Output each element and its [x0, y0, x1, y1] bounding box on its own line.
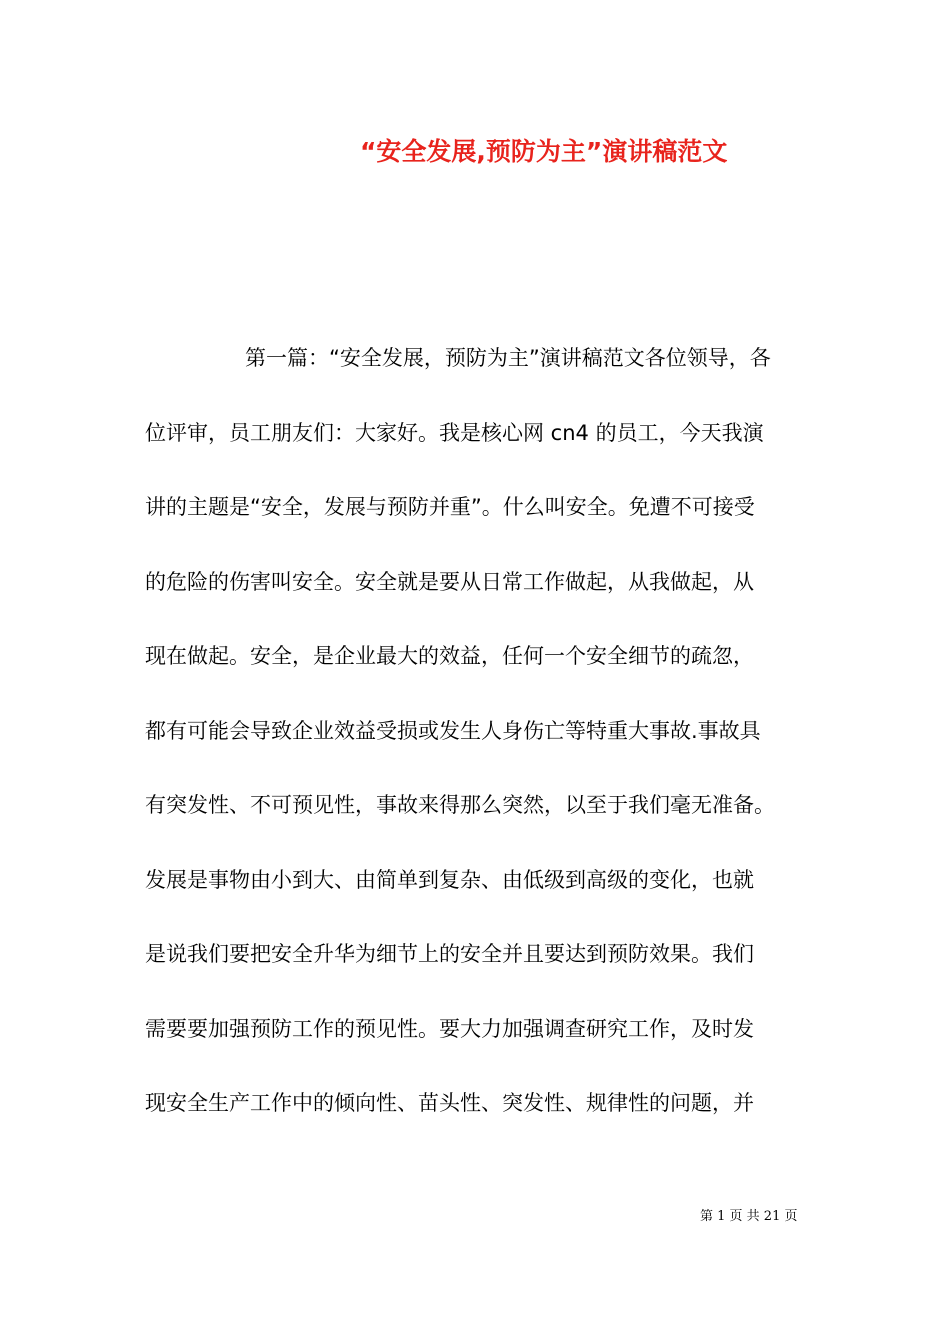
page-number-footer: 第 1 页 共 21 页	[700, 1209, 798, 1224]
document-title: “安全发展,预防为主”演讲稿范文	[360, 137, 728, 166]
body-line: 发展是事物由小到大、由简单到复杂、由低级到高级的变化，也就	[145, 868, 754, 892]
body-line: 都有可能会导致企业效益受损或发生人身伤亡等特重大事故.事故具	[145, 719, 761, 743]
body-line: 位评审，员工朋友们：大家好。我是核心网 cn4 的员工，今天我演	[145, 421, 764, 445]
body-line: 讲的主题是“安全，发展与预防并重”。什么叫安全。免遭不可接受	[145, 495, 755, 519]
body-line: 需要要加强预防工作的预见性。要大力加强调查研究工作，及时发	[145, 1017, 754, 1041]
body-line: 有突发性、不可预见性，事故来得那么突然，以至于我们毫无准备。	[145, 793, 775, 817]
body-line: 是说我们要把安全升华为细节上的安全并且要达到预防效果。我们	[145, 942, 754, 966]
body-line: 第一篇：“安全发展，预防为主”演讲稿范文各位领导，各	[245, 346, 771, 370]
body-line: 的危险的伤害叫安全。安全就是要从日常工作做起，从我做起，从	[145, 570, 754, 594]
body-line: 现在做起。安全，是企业最大的效益，任何一个安全细节的疏忽，	[145, 644, 754, 668]
body-line: 现安全生产工作中的倾向性、苗头性、突发性、规律性的问题，并	[145, 1091, 754, 1115]
